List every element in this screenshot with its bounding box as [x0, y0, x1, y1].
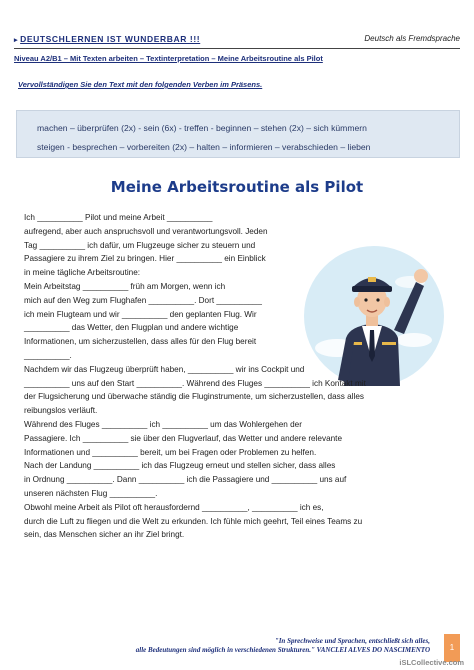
text-line: Passagiere. Ich __________ sie über den Flugverlauf, das Wetter und andere relevante: [24, 433, 343, 443]
verb-list-line: machen – überprüfen (2x) - sein (6x) - treffen - beginnen – stehen (2x) – sich kümmern: [37, 123, 367, 133]
paragraph: [24, 280, 286, 363]
text-line: ich mein Flugteam und wir __________ den geplanten Flug. Wir: [24, 309, 257, 319]
paragraph: [24, 459, 452, 500]
text-line: unseren nächsten Flug __________.: [24, 488, 158, 498]
text-line: reibungslos verläuft.: [24, 406, 98, 416]
page-title: Meine Arbeitsroutine als Pilot: [110, 178, 364, 196]
subject-label: Deutsch als Fremdsprache: [364, 34, 460, 43]
text-line: durch die Luft zu fliegen und die Welt zu erkunden. Ich fühle mich geehrt, Teil eines Teams zu: [24, 516, 363, 526]
text-line: der Flugsicherung und überwache ständig die Fluginstrumente, um sicherzustellen, dass alles: [24, 392, 364, 402]
paragraph: [24, 211, 286, 280]
text-line: Nachdem wir das Flugzeug überprüft haben, __________ wir ins Cockpit und: [24, 364, 305, 374]
verb-box: [16, 110, 460, 158]
level-line: Niveau A2/B1 – Mit Texten arbeiten – Textinterpretation – Meine Arbeitsroutine als Pilot: [14, 54, 323, 63]
footer-quote: [136, 637, 430, 655]
text-line: in Ordnung __________. Dann __________ ich die Passagiere und __________ uns auf: [24, 475, 347, 485]
text-line: Mein Arbeitstag __________ früh am Morgen, wenn ich: [24, 281, 226, 291]
verb-list-line: steigen - besprechen – vorbereiten (2x) – halten – informieren – verabschieden – lieben: [37, 142, 371, 152]
text-line: Nach der Landung __________ ich das Flugzeug erneut und stellen sicher, dass alles: [24, 461, 336, 471]
text-line: Passagiere zu ihrem Ziel zu bringen. Hier __________ ein Einblick: [24, 254, 266, 264]
site-header: [14, 34, 200, 44]
page-number: 1: [444, 634, 460, 662]
text-line: __________ uns auf den Start __________. Während des Fluges __________ ich Kontakt mit: [24, 378, 366, 388]
text-line: __________.: [24, 350, 72, 360]
paragraph: [24, 363, 452, 418]
text-line: in meine tägliche Arbeitsroutine:: [24, 268, 141, 278]
paragraph: [24, 418, 452, 459]
text-line: Informationen, um sicherzustellen, dass alles für den Flug bereit: [24, 337, 257, 347]
text-line: Informationen und __________ bereit, um bei Fragen oder Problemen zu helfen.: [24, 447, 317, 457]
brand-watermark: iSLCollective.com: [399, 658, 464, 667]
site-title: DEUTSCHLERNEN IST WUNDERBAR !!!: [20, 34, 201, 44]
text-line: Ich __________ Pilot und meine Arbeit __________: [24, 213, 213, 222]
header-divider: [14, 48, 460, 49]
quote-line: alle Bedeutungen sind möglich in verschiedenen Strukturen." VANCLEI ALVES DO NASCIMENTO: [135, 646, 430, 654]
instruction: Vervollständigen Sie den Text mit den folgenden Verben im Präsens.: [18, 80, 263, 89]
text-line: aufregend, aber auch anspruchsvoll und verantwortungsvoll. Jeden: [24, 226, 268, 236]
quote-line: "In Sprechweise und Sprachen, entschließt sich alles,: [274, 637, 430, 645]
text-line: Während des Fluges __________ ich __________ um das Wohlergehen der: [24, 419, 302, 429]
text-line: Obwohl meine Arbeit als Pilot oft herausfordernd __________, __________ ich es,: [24, 502, 324, 512]
paragraph: [24, 501, 452, 542]
story-text: [24, 211, 452, 542]
text-line: sein, das Menschen sicher an ihr Ziel bringt.: [24, 530, 185, 540]
arrow-icon: ▸: [14, 37, 19, 44]
text-line: __________ das Wetter, den Flugplan und andere wichtige: [24, 323, 239, 333]
text-line: mich auf den Weg zum Flughafen __________. Dort __________: [24, 295, 262, 305]
text-line: Tag __________ ich dafür, um Flugzeuge sicher zu steuern und: [24, 240, 256, 250]
